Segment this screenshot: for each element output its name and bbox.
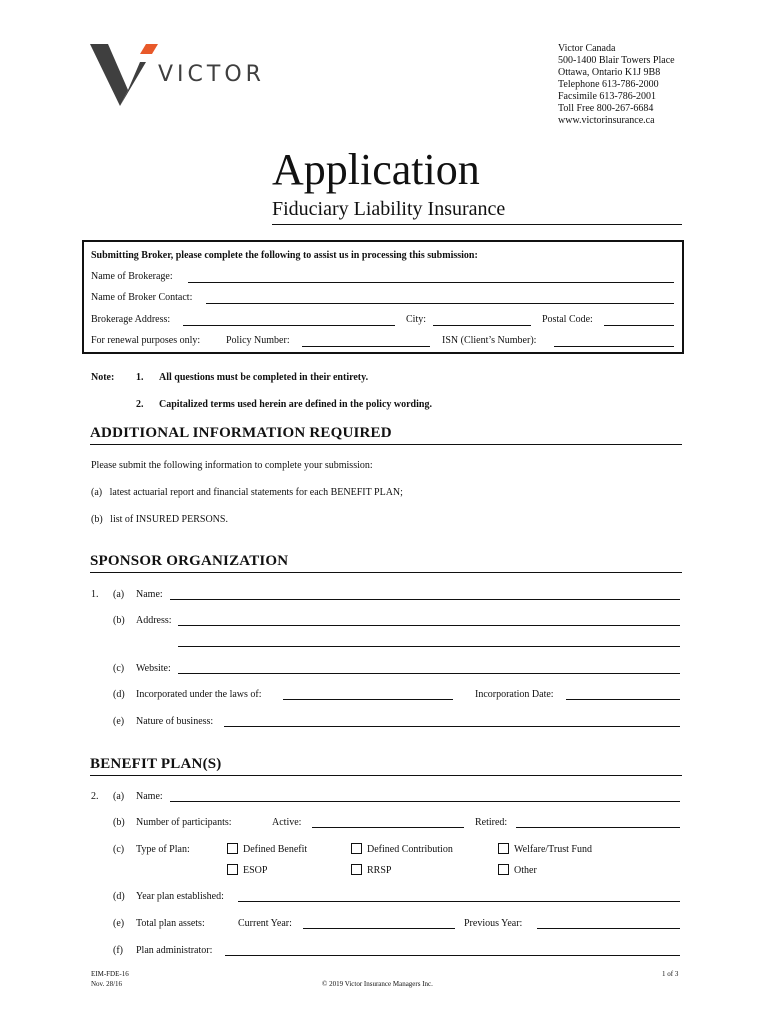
benefit-c-letter: (c) — [113, 844, 125, 855]
city-field[interactable] — [433, 325, 531, 326]
brokerage-address-field[interactable] — [183, 325, 395, 326]
sponsor-address-field-1[interactable] — [178, 625, 680, 626]
postal-code-label: Postal Code: — [542, 314, 593, 325]
defined-benefit-checkbox[interactable] — [227, 843, 238, 854]
isn-field[interactable] — [554, 346, 674, 347]
previous-year-label: Previous Year: — [464, 918, 523, 929]
city-province: Ottawa, Ontario K1J 9B8 — [558, 67, 661, 78]
victor-v-mark-icon — [88, 40, 160, 110]
nature-of-business-field[interactable] — [224, 726, 680, 727]
active-participants-field[interactable] — [312, 827, 464, 828]
plan-administrator-label: Plan administrator: — [136, 945, 213, 956]
other-label: Other — [514, 865, 537, 876]
isn-label: ISN (Client’s Number): — [442, 335, 537, 346]
incorporated-laws-label: Incorporated under the laws of: — [136, 689, 262, 700]
sponsor-name-field[interactable] — [170, 599, 680, 600]
footer-date: Nov. 28/16 — [91, 980, 123, 988]
street-address: 500-1400 Blair Towers Place — [558, 55, 675, 66]
sponsor-c-letter: (c) — [113, 663, 125, 674]
sponsor-address-field-2[interactable] — [178, 646, 680, 647]
footer-form-code: EIM-FDE-16 — [91, 970, 129, 978]
section-rule-benefit — [90, 775, 682, 776]
brokerage-address-label: Brokerage Address: — [91, 314, 171, 325]
plan-administrator-field[interactable] — [225, 955, 680, 956]
benefit-number: 2. — [91, 791, 99, 802]
benefit-d-letter: (d) — [113, 891, 125, 902]
rrsp-label: RRSP — [367, 865, 392, 876]
participants-label: Number of participants: — [136, 817, 232, 828]
postal-code-field[interactable] — [604, 325, 674, 326]
website-link[interactable]: www.victorinsurance.ca — [558, 115, 655, 126]
note-item-2-num: 2. — [136, 399, 144, 410]
other-checkbox[interactable] — [498, 864, 509, 875]
renewal-label: For renewal purposes only: — [91, 335, 201, 346]
defined-benefit-label: Defined Benefit — [243, 844, 308, 855]
sponsor-e-letter: (e) — [113, 716, 125, 727]
note-item-1-num: 1. — [136, 372, 144, 383]
nature-of-business-label: Nature of business: — [136, 716, 214, 727]
broker-contact-field[interactable] — [206, 303, 674, 304]
sponsor-name-label: Name: — [136, 589, 163, 600]
plan-name-label: Name: — [136, 791, 163, 802]
additional-intro: Please submit the following information to complete your submission: — [91, 460, 373, 471]
benefit-f-letter: (f) — [113, 945, 123, 956]
policy-number-field[interactable] — [302, 346, 430, 347]
brokerage-name-label: Name of Brokerage: — [91, 271, 173, 282]
logo-wordmark: VICTOR — [158, 62, 265, 87]
defined-contribution-label: Defined Contribution — [367, 844, 453, 855]
page-subtitle: Fiduciary Liability Insurance — [272, 198, 506, 220]
plan-name-field[interactable] — [170, 801, 680, 802]
retired-participants-field[interactable] — [516, 827, 680, 828]
sponsor-number: 1. — [91, 589, 99, 600]
policy-number-label: Policy Number: — [226, 335, 290, 346]
sponsor-address-label: Address: — [136, 615, 172, 626]
rrsp-checkbox[interactable] — [351, 864, 362, 875]
note-label: Note: — [91, 372, 115, 383]
broker-intro: Submitting Broker, please complete the following to assist us in processing this submission: — [91, 250, 478, 261]
esop-label: ESOP — [243, 865, 268, 876]
footer-page-number: 1 of 3 — [662, 970, 679, 978]
telephone: Telephone 613-786-2000 — [558, 79, 659, 90]
incorporation-date-label: Incorporation Date: — [475, 689, 554, 700]
benefit-e-letter: (e) — [113, 918, 125, 929]
sponsor-d-letter: (d) — [113, 689, 125, 700]
page-title: Application — [272, 145, 480, 194]
facsimile: Facsimile 613-786-2001 — [558, 91, 657, 102]
benefit-b-letter: (b) — [113, 817, 125, 828]
company-name: Victor Canada — [558, 43, 616, 54]
toll-free: Toll Free 800-267-6684 — [558, 103, 654, 114]
sponsor-a-letter: (a) — [113, 589, 125, 600]
section-rule-additional — [90, 444, 682, 445]
year-established-field[interactable] — [238, 901, 680, 902]
current-year-label: Current Year: — [238, 918, 292, 929]
incorporation-date-field[interactable] — [566, 699, 680, 700]
section-heading-additional: ADDITIONAL INFORMATION REQUIRED — [90, 425, 392, 441]
total-assets-label: Total plan assets: — [136, 918, 205, 929]
broker-contact-label: Name of Broker Contact: — [91, 292, 193, 303]
current-year-assets-field[interactable] — [303, 928, 455, 929]
title-rule — [272, 224, 682, 225]
brokerage-name-field[interactable] — [188, 282, 674, 283]
previous-year-assets-field[interactable] — [537, 928, 680, 929]
sponsor-b-letter: (b) — [113, 615, 125, 626]
additional-item-a: (a) latest actuarial report and financial statements for each BENEFIT PLAN; — [91, 487, 403, 498]
note-item-2-text: Capitalized terms used herein are defined in the policy wording. — [159, 399, 432, 410]
section-heading-sponsor: SPONSOR ORGANIZATION — [90, 553, 289, 569]
section-heading-benefit: BENEFIT PLAN(S) — [90, 756, 222, 772]
active-label: Active: — [272, 817, 302, 828]
benefit-a-letter: (a) — [113, 791, 125, 802]
sponsor-website-label: Website: — [136, 663, 171, 674]
plan-type-label: Type of Plan: — [136, 844, 190, 855]
sponsor-website-field[interactable] — [178, 673, 680, 674]
additional-item-b: (b) list of INSURED PERSONS. — [91, 514, 228, 525]
section-rule-sponsor — [90, 572, 682, 573]
footer-copyright: © 2019 Victor Insurance Managers Inc. — [322, 980, 433, 988]
defined-contribution-checkbox[interactable] — [351, 843, 362, 854]
welfare-trust-fund-checkbox[interactable] — [498, 843, 509, 854]
welfare-trust-fund-label: Welfare/Trust Fund — [514, 844, 592, 855]
company-address — [558, 43, 675, 127]
esop-checkbox[interactable] — [227, 864, 238, 875]
victor-logo — [88, 40, 268, 110]
year-established-label: Year plan established: — [136, 891, 224, 902]
incorporated-laws-field[interactable] — [283, 699, 453, 700]
city-label: City: — [406, 314, 427, 325]
retired-label: Retired: — [475, 817, 508, 828]
note-item-1-text: All questions must be completed in their entirety. — [159, 372, 369, 383]
